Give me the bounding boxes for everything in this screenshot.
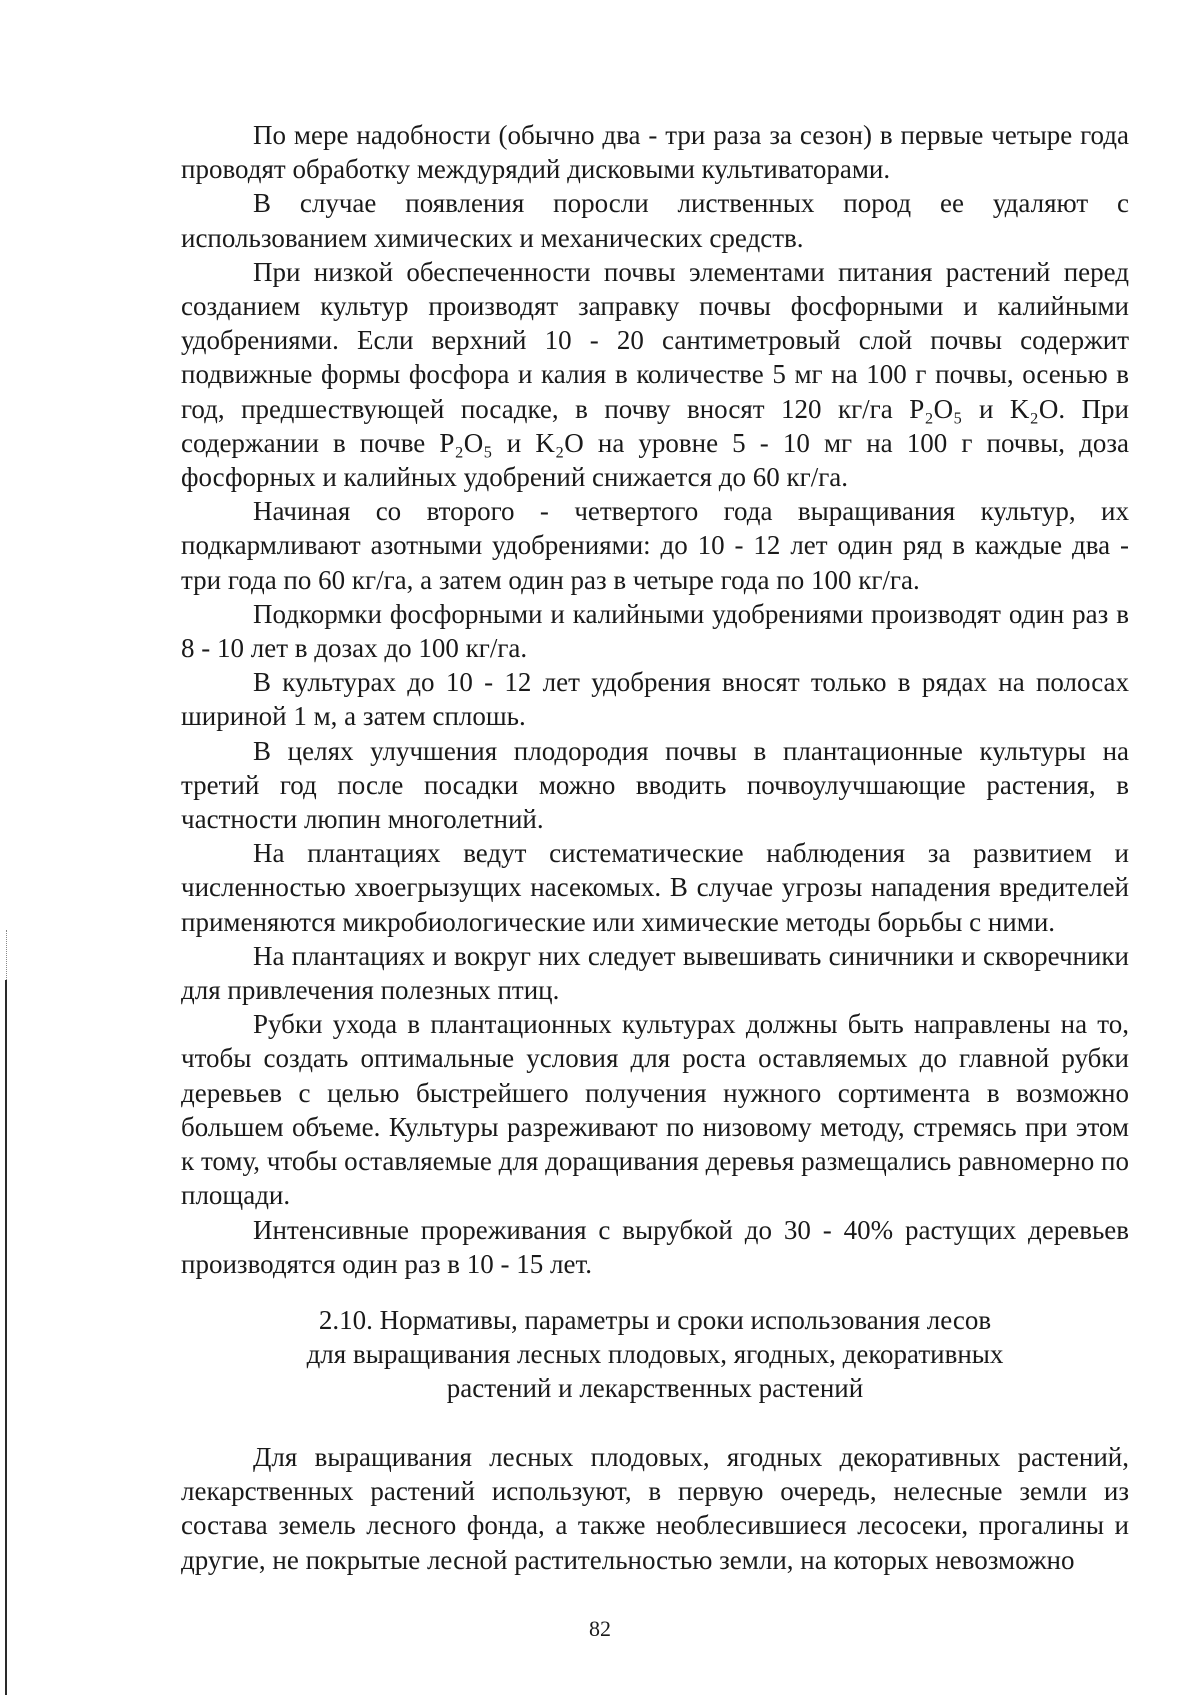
section-heading-line: для выращивания лесных плодовых, ягодных, декоративных: [306, 1339, 1004, 1369]
paragraph: Интенсивные прореживания с вырубкой до 30 - 40% растущих деревьев производятся один раз в 10 - 15 лет.: [181, 1214, 1129, 1279]
paragraph: В случае появления поросли лиственных пород ее удаляют с использованием химических и механических средств.: [181, 188, 1129, 253]
paragraph: По мере надобности (обычно два - три раза за сезон) в первые четыре года проводят обработку междурядий дисковыми культиваторами.: [181, 120, 1129, 185]
body-text: [181, 118, 1129, 1281]
scan-artifact-edge: [5, 980, 7, 1695]
section-heading-line: 2.10. Нормативы, параметры и сроки использования лесов: [318, 1305, 992, 1335]
page-number: 82: [589, 1616, 611, 1641]
paragraph: На плантациях и вокруг них следует вывешивать синичники и скворечники для привлечения полезных птиц.: [181, 940, 1129, 1006]
paragraph: В целях улучшения плодородия почвы в плантационные культуры на третий год после посадки можно вводить почвоулучшающие растения, в частности люпин многолетний.: [181, 735, 1129, 835]
paragraph: Начиная со второго - четвертого года выращивания культур, их подкармливают азотными удобрениями: до 10 - 12 лет один ряд в каждые два - три года по 60 кг/га, а затем один раз в четыре года по 100 кг/га.: [181, 496, 1129, 595]
paragraph: При низкой обеспеченности почвы элементами питания растений перед созданием культур производят заправку почвы фосфорными и калийными удобрениями. Если верхний 10 - 20 сантиметровый слой почвы содержит подвижные формы фосфора и калия в количестве 5 мг на 100 г почвы, осенью в год, предшествующей посадке, в почву вносят 120 кг/га P₂O₅ и K₂O. При содержании в почве P₂O₅ и K₂O на уровне 5 - 10 мг на 100 г почвы, доза фосфорных и калийных удобрений снижается до 60 кг/га.: [181, 256, 1129, 493]
section-body: [181, 1440, 1129, 1577]
section-heading-line: растений и лекарственных растений: [446, 1373, 864, 1403]
paragraph: В культурах до 10 - 12 лет удобрения вносят только в рядах на полосах шириной 1 м, а затем сплошь.: [181, 667, 1129, 732]
paragraph: Рубки ухода в плантационных культурах должны быть направлены на то, чтобы создать оптимальные условия для роста оставляемых до главной рубки деревьев с целью быстрейшего получения нужного сортимента в возможно большем объеме. Культуры разреживают по низовому методу, стремясь при этом к тому, чтобы оставляемые для доращивания деревья размещались равномерно по площади.: [181, 1009, 1129, 1211]
paragraph: Для выращивания лесных плодовых, ягодных декоративных растений, лекарственных растений используют, в первую очередь, нелесные земли из состава земель лесного фонда, а также необлесившиеся лесосеки, прогалины и другие, не покрытые лесной растительностью земли, на которых невозможно: [181, 1442, 1129, 1575]
paragraph: Подкормки фосфорными и калийными удобрениями производят один раз в 8 - 10 лет в дозах до 100 кг/га.: [181, 598, 1129, 664]
paragraph: На плантациях ведут систематические наблюдения за развитием и численностью хвоегрызущих насекомых. В случае угрозы нападения вредителей применяются микробиологические или химические методы борьбы с ними.: [181, 838, 1129, 937]
section-heading: [181, 1303, 1129, 1405]
